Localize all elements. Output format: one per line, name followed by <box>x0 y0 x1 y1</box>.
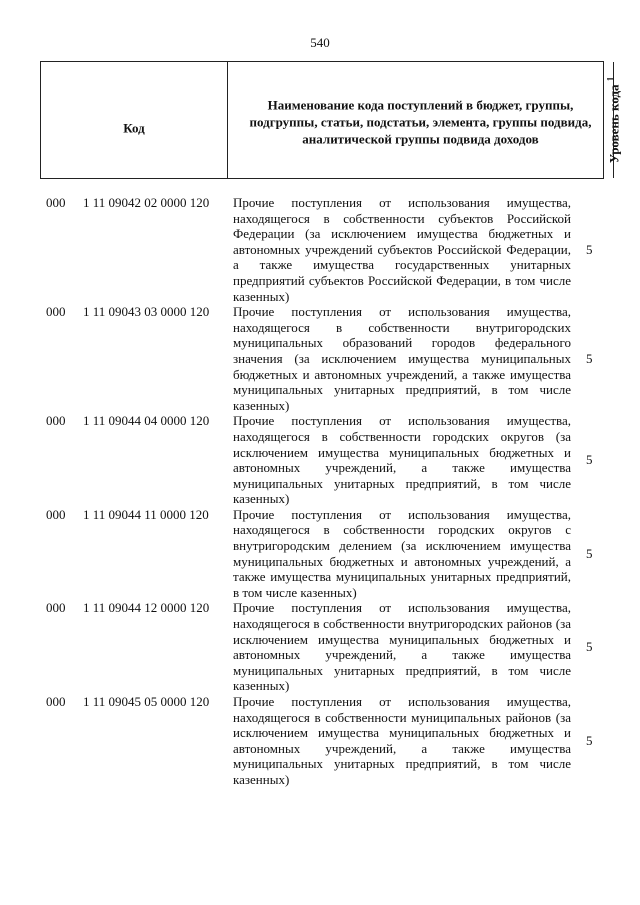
code-level: 5 <box>586 241 593 257</box>
table-row <box>0 304 640 413</box>
admin-code: 000 <box>46 304 66 320</box>
admin-code: 000 <box>46 413 66 429</box>
income-name: Прочие поступления от использования имущества, находящегося в собственности внутригородских муниципальных образований городов федерального значения (за исключением имущества муниципальных бюджетных и автономных учреждений, а также имущества муниципальных унитарных предприятий, в том числе казенных) <box>233 304 571 413</box>
income-name: Прочие поступления от использования имущества, находящегося в собственности городских округов (за исключением имущества муниципальных бюджетных и автономных учреждений, а также имущества муниципальных унитарных предприятий, в том числе казенных) <box>233 413 571 507</box>
header-level <box>605 77 622 164</box>
header-level-label: Уровень кода <box>606 84 622 164</box>
code-level: 5 <box>586 545 593 561</box>
code-level: 5 <box>586 350 593 366</box>
page-number: 540 <box>310 35 330 50</box>
header-code: Код <box>123 120 145 136</box>
admin-code: 000 <box>46 195 66 210</box>
income-name: Прочие поступления от использования имущества, находящегося в собственности внутригородских районов (за исключением имущества муниципальных бюджетных и автономных учреждений, а также имущества муниципальных унитарных предприятий, в том числе казенных) <box>233 600 571 694</box>
table-row <box>0 600 640 694</box>
income-name: Прочие поступления от использования имущества, находящегося в собственности городских округов с внутригородским делением (за исключением имущества муниципальных бюджетных и автономных учреждений, а также имущества муниципальных унитарных предприятий, в том числе казенных) <box>233 506 571 600</box>
header-level-footnote: 1 <box>605 76 616 82</box>
income-name: Прочие поступления от использования имущества, находящегося в собственности муниципальных районов (за исключением имущества муниципальных бюджетных и автономных учреждений, а также имущества муниципальных унитарных предприятий, в том числе казенных) <box>233 694 571 787</box>
admin-code: 000 <box>46 600 66 616</box>
table-body <box>0 195 640 788</box>
header-name: Наименование кода поступлений в бюджет, группы, подгруппы, статьи, подстатьи, элемента, группы подвида, аналитической группы подвида доходов <box>249 97 592 147</box>
admin-code: 000 <box>46 694 66 709</box>
table-row <box>0 694 640 788</box>
admin-code: 000 <box>46 506 66 522</box>
income-name: Прочие поступления от использования имущества, находящегося в собственности субъектов Российской Федерации (за исключением имущества бюджетных и автономных учреждений субъектов Российской Федерации, а также имущества государственных унитарных предприятий субъектов Российской Федерации, в том числе казенных) <box>233 195 571 304</box>
income-code: 1 11 09043 03 0000 120 <box>83 304 210 320</box>
income-code: 1 11 09044 12 0000 120 <box>83 600 210 616</box>
table-header <box>40 61 622 179</box>
table-row <box>0 507 640 601</box>
income-code: 1 11 09044 04 0000 120 <box>83 413 210 429</box>
header-code-cell <box>41 62 228 178</box>
code-level: 5 <box>586 452 593 468</box>
income-code: 1 11 09045 05 0000 120 <box>83 694 210 709</box>
table-row <box>0 195 640 304</box>
income-code: 1 11 09044 11 0000 120 <box>83 506 209 522</box>
code-level: 5 <box>586 732 593 748</box>
header-name-cell <box>228 62 614 178</box>
code-level: 5 <box>586 639 593 655</box>
income-code: 1 11 09042 02 0000 120 <box>83 195 210 210</box>
table-row <box>0 413 640 507</box>
